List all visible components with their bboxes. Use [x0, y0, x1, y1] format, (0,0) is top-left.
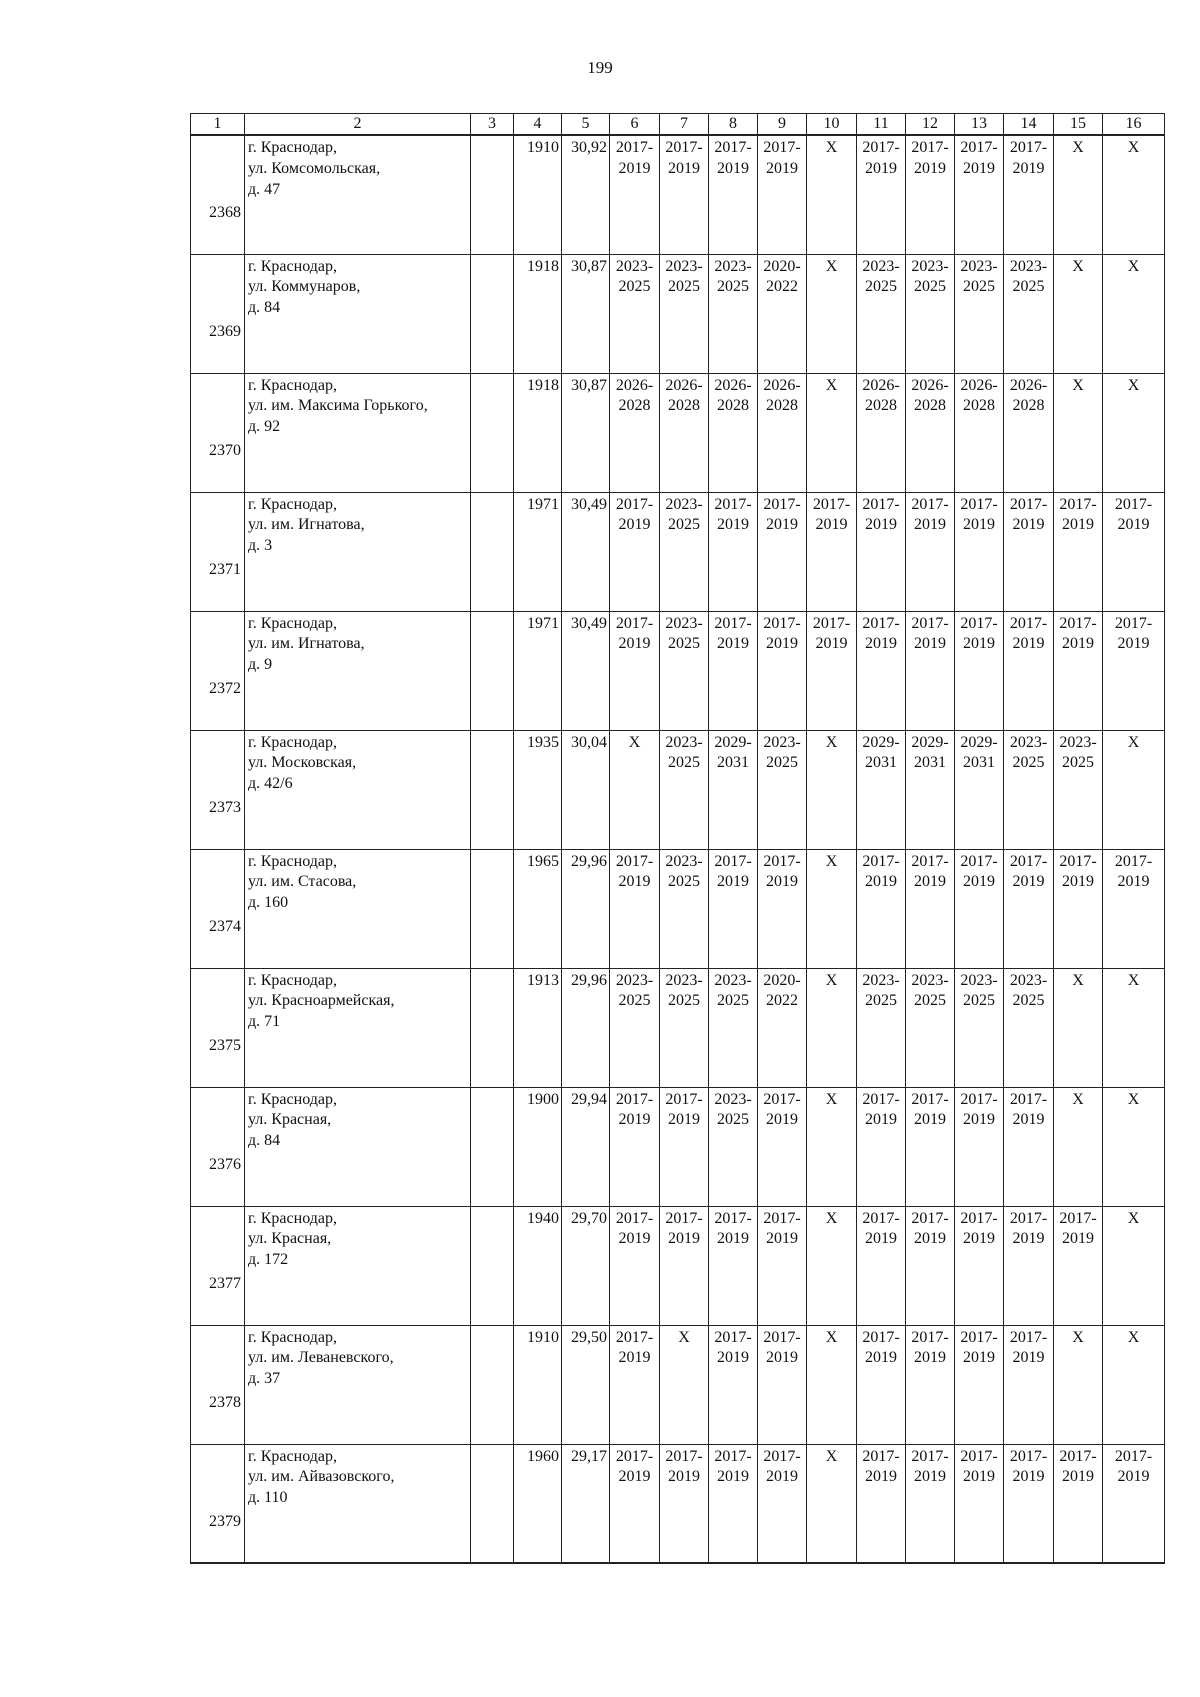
- row-number: 2373: [191, 730, 245, 849]
- period-cell: 2017- 2019: [857, 1444, 906, 1563]
- period-cell: 2017- 2019: [906, 849, 955, 968]
- address-line: г. Краснодар,: [248, 1090, 337, 1108]
- column-header: 13: [955, 114, 1004, 136]
- column-3-cell: [471, 254, 514, 373]
- period-cell: 2017- 2019: [1004, 492, 1054, 611]
- period-cell: 2023- 2025: [660, 730, 709, 849]
- period-cell: 2017- 2019: [906, 492, 955, 611]
- period-cell: 2017- 2019: [1004, 611, 1054, 730]
- address-line: д. 3: [248, 537, 273, 555]
- column-3-cell: [471, 1325, 514, 1444]
- period-cell: 2020- 2022: [758, 968, 807, 1087]
- period-cell: 2017- 2019: [1004, 135, 1054, 254]
- column-header: 2: [245, 114, 471, 136]
- table-row: [191, 1325, 1165, 1444]
- address-cell: [245, 611, 471, 730]
- area-cell: 30,87: [562, 254, 610, 373]
- period-cell: 2023- 2025: [1054, 730, 1103, 849]
- address-line: г. Краснодар,: [248, 257, 337, 275]
- period-cell: 2023- 2025: [1004, 968, 1054, 1087]
- address-cell: [245, 849, 471, 968]
- period-cell: 2017- 2019: [857, 849, 906, 968]
- period-cell: 2026- 2028: [709, 373, 758, 492]
- row-number: 2378: [191, 1325, 245, 1444]
- address-line: д. 84: [248, 299, 281, 317]
- year-cell: 1910: [514, 1325, 562, 1444]
- period-cell: 2023- 2025: [1004, 254, 1054, 373]
- address-line: г. Краснодар,: [248, 971, 337, 989]
- address-cell: [245, 135, 471, 254]
- period-cell: 2017- 2019: [610, 1325, 660, 1444]
- table-body: [191, 135, 1165, 1563]
- area-cell: 30,87: [562, 373, 610, 492]
- year-cell: 1971: [514, 492, 562, 611]
- period-cell: X: [1103, 1325, 1165, 1444]
- period-cell: 2017- 2019: [1054, 492, 1103, 611]
- period-cell: 2017- 2019: [1103, 492, 1165, 611]
- address-cell: [245, 730, 471, 849]
- column-header: 9: [758, 114, 807, 136]
- period-cell: 2017- 2019: [906, 1206, 955, 1325]
- period-cell: 2017- 2019: [758, 492, 807, 611]
- header-row: [191, 114, 1165, 136]
- period-cell: 2017- 2019: [906, 611, 955, 730]
- column-header: 5: [562, 114, 610, 136]
- address-line: д. 9: [248, 656, 273, 674]
- address-line: д. 172: [248, 1251, 289, 1269]
- period-cell: 2023- 2025: [906, 968, 955, 1087]
- page-number: 199: [587, 58, 613, 77]
- period-cell: 2017- 2019: [709, 849, 758, 968]
- period-cell: 2017- 2019: [857, 135, 906, 254]
- period-cell: 2017- 2019: [610, 1444, 660, 1563]
- address-line: д. 160: [248, 894, 289, 912]
- period-cell: X: [807, 1087, 857, 1206]
- period-cell: 2017- 2019: [1103, 1444, 1165, 1563]
- area-cell: 30,49: [562, 611, 610, 730]
- address-line: д. 47: [248, 180, 281, 198]
- column-header: 3: [471, 114, 514, 136]
- period-cell: 2017- 2019: [906, 1087, 955, 1206]
- period-cell: 2017- 2019: [1054, 849, 1103, 968]
- period-cell: 2017- 2019: [857, 611, 906, 730]
- address-cell: [245, 968, 471, 1087]
- period-cell: 2020- 2022: [758, 254, 807, 373]
- column-header: 6: [610, 114, 660, 136]
- period-cell: 2029- 2031: [955, 730, 1004, 849]
- period-cell: 2026- 2028: [906, 373, 955, 492]
- period-cell: 2017- 2019: [955, 849, 1004, 968]
- period-cell: X: [1054, 135, 1103, 254]
- period-cell: 2026- 2028: [857, 373, 906, 492]
- period-cell: X: [1054, 1087, 1103, 1206]
- row-number: 2377: [191, 1206, 245, 1325]
- period-cell: 2017- 2019: [1103, 849, 1165, 968]
- area-cell: 29,70: [562, 1206, 610, 1325]
- row-number: 2370: [191, 373, 245, 492]
- period-cell: 2017- 2019: [1103, 611, 1165, 730]
- period-cell: 2017- 2019: [1004, 849, 1054, 968]
- period-cell: X: [807, 1444, 857, 1563]
- period-cell: 2017- 2019: [1004, 1325, 1054, 1444]
- period-cell: X: [1054, 1325, 1103, 1444]
- address-line: д. 110: [248, 1489, 288, 1507]
- period-cell: X: [807, 730, 857, 849]
- table-header: [191, 114, 1165, 136]
- period-cell: 2017- 2019: [955, 611, 1004, 730]
- period-cell: 2023- 2025: [610, 254, 660, 373]
- address-line: д. 71: [248, 1013, 281, 1031]
- address-cell: [245, 1087, 471, 1206]
- table-row: [191, 968, 1165, 1087]
- address-line: ул. Коммунаров,: [248, 278, 361, 296]
- address-cell: [245, 1444, 471, 1563]
- period-cell: 2017- 2019: [709, 135, 758, 254]
- period-cell: 2017- 2019: [807, 492, 857, 611]
- period-cell: X: [610, 730, 660, 849]
- period-cell: 2017- 2019: [857, 492, 906, 611]
- area-cell: 29,96: [562, 849, 610, 968]
- period-cell: 2017- 2019: [610, 849, 660, 968]
- address-line: ул. им. Игнатова,: [248, 635, 365, 653]
- year-cell: 1935: [514, 730, 562, 849]
- period-cell: 2023- 2025: [660, 492, 709, 611]
- period-cell: 2023- 2025: [857, 968, 906, 1087]
- period-cell: X: [660, 1325, 709, 1444]
- table-row: [191, 135, 1165, 254]
- year-cell: 1900: [514, 1087, 562, 1206]
- period-cell: 2029- 2031: [906, 730, 955, 849]
- period-cell: 2017- 2019: [610, 1087, 660, 1206]
- period-cell: 2017- 2019: [857, 1325, 906, 1444]
- period-cell: 2017- 2019: [610, 492, 660, 611]
- period-cell: 2026- 2028: [1004, 373, 1054, 492]
- period-cell: 2023- 2025: [660, 849, 709, 968]
- table-row: [191, 373, 1165, 492]
- column-header: 12: [906, 114, 955, 136]
- period-cell: 2017- 2019: [955, 1206, 1004, 1325]
- period-cell: 2017- 2019: [955, 492, 1004, 611]
- period-cell: 2017- 2019: [906, 1444, 955, 1563]
- period-cell: 2017- 2019: [1004, 1206, 1054, 1325]
- column-3-cell: [471, 1087, 514, 1206]
- period-cell: 2023- 2025: [906, 254, 955, 373]
- column-header: 14: [1004, 114, 1054, 136]
- period-cell: 2029- 2031: [857, 730, 906, 849]
- address-line: ул. Красная,: [248, 1111, 332, 1129]
- period-cell: X: [1103, 135, 1165, 254]
- year-cell: 1913: [514, 968, 562, 1087]
- period-cell: 2017- 2019: [709, 1206, 758, 1325]
- year-cell: 1940: [514, 1206, 562, 1325]
- address-line: ул. им. Максима Горького,: [248, 397, 428, 415]
- period-cell: X: [807, 968, 857, 1087]
- period-cell: 2017- 2019: [709, 492, 758, 611]
- address-line: г. Краснодар,: [248, 733, 337, 751]
- year-cell: 1960: [514, 1444, 562, 1563]
- address-line: ул. Московская,: [248, 754, 357, 772]
- period-cell: 2017- 2019: [660, 1444, 709, 1563]
- period-cell: 2017- 2019: [758, 1206, 807, 1325]
- period-cell: 2023- 2025: [660, 968, 709, 1087]
- period-cell: 2017- 2019: [906, 135, 955, 254]
- column-3-cell: [471, 730, 514, 849]
- period-cell: X: [807, 849, 857, 968]
- period-cell: X: [807, 373, 857, 492]
- address-line: ул. Красноармейская,: [248, 992, 395, 1010]
- address-line: д. 37: [248, 1370, 281, 1388]
- period-cell: 2017- 2019: [807, 611, 857, 730]
- period-cell: X: [1054, 254, 1103, 373]
- column-header: 11: [857, 114, 906, 136]
- table-row: [191, 492, 1165, 611]
- period-cell: 2017- 2019: [758, 611, 807, 730]
- column-3-cell: [471, 849, 514, 968]
- area-cell: 29,94: [562, 1087, 610, 1206]
- registry-table: [190, 113, 1165, 1564]
- period-cell: 2017- 2019: [660, 135, 709, 254]
- row-number: 2369: [191, 254, 245, 373]
- table-row: [191, 1087, 1165, 1206]
- period-cell: 2026- 2028: [660, 373, 709, 492]
- period-cell: 2023- 2025: [955, 968, 1004, 1087]
- table-row: [191, 254, 1165, 373]
- period-cell: 2017- 2019: [709, 611, 758, 730]
- row-number: 2374: [191, 849, 245, 968]
- address-cell: [245, 254, 471, 373]
- period-cell: 2017- 2019: [955, 1087, 1004, 1206]
- address-line: г. Краснодар,: [248, 1328, 337, 1346]
- period-cell: 2023- 2025: [709, 1087, 758, 1206]
- address-line: г. Краснодар,: [248, 376, 337, 394]
- period-cell: 2017- 2019: [1054, 611, 1103, 730]
- row-number: 2368: [191, 135, 245, 254]
- period-cell: 2017- 2019: [610, 1206, 660, 1325]
- column-3-cell: [471, 611, 514, 730]
- period-cell: X: [1054, 373, 1103, 492]
- period-cell: 2023- 2025: [660, 611, 709, 730]
- address-line: г. Краснодар,: [248, 614, 337, 632]
- column-header: 15: [1054, 114, 1103, 136]
- address-line: г. Краснодар,: [248, 1447, 337, 1465]
- column-3-cell: [471, 1206, 514, 1325]
- area-cell: 30,92: [562, 135, 610, 254]
- period-cell: 2017- 2019: [1054, 1444, 1103, 1563]
- row-number: 2379: [191, 1444, 245, 1563]
- column-header: 16: [1103, 114, 1165, 136]
- period-cell: 2017- 2019: [709, 1325, 758, 1444]
- period-cell: 2017- 2019: [955, 135, 1004, 254]
- period-cell: 2017- 2019: [758, 849, 807, 968]
- address-cell: [245, 1206, 471, 1325]
- address-cell: [245, 373, 471, 492]
- period-cell: 2017- 2019: [1004, 1444, 1054, 1563]
- table-row: [191, 611, 1165, 730]
- column-header: 8: [709, 114, 758, 136]
- period-cell: 2023- 2025: [660, 254, 709, 373]
- period-cell: X: [1103, 1087, 1165, 1206]
- period-cell: X: [1103, 1206, 1165, 1325]
- address-line: ул. им. Леваневского,: [248, 1349, 394, 1367]
- address-line: г. Краснодар,: [248, 139, 337, 156]
- table-row: [191, 849, 1165, 968]
- row-number: 2372: [191, 611, 245, 730]
- period-cell: 2026- 2028: [610, 373, 660, 492]
- address-line: д. 84: [248, 1132, 281, 1150]
- period-cell: 2017- 2019: [758, 1087, 807, 1206]
- period-cell: 2017- 2019: [1004, 1087, 1054, 1206]
- address-line: ул. Комсомольская,: [248, 159, 381, 177]
- period-cell: 2029- 2031: [709, 730, 758, 849]
- address-line: ул. им. Стасова,: [248, 873, 357, 891]
- period-cell: 2023- 2025: [709, 968, 758, 1087]
- row-number: 2376: [191, 1087, 245, 1206]
- area-cell: 30,49: [562, 492, 610, 611]
- column-3-cell: [471, 135, 514, 254]
- period-cell: X: [1103, 730, 1165, 849]
- address-line: г. Краснодар,: [248, 852, 337, 870]
- year-cell: 1910: [514, 135, 562, 254]
- area-cell: 30,04: [562, 730, 610, 849]
- column-3-cell: [471, 968, 514, 1087]
- column-3-cell: [471, 373, 514, 492]
- area-cell: 29,17: [562, 1444, 610, 1563]
- address-line: г. Краснодар,: [248, 495, 337, 513]
- period-cell: 2017- 2019: [660, 1087, 709, 1206]
- period-cell: 2026- 2028: [758, 373, 807, 492]
- year-cell: 1918: [514, 373, 562, 492]
- period-cell: 2017- 2019: [758, 135, 807, 254]
- table-row: [191, 1206, 1165, 1325]
- period-cell: X: [1103, 373, 1165, 492]
- address-line: ул. им. Игнатова,: [248, 516, 365, 534]
- period-cell: 2023- 2025: [1004, 730, 1054, 849]
- year-cell: 1965: [514, 849, 562, 968]
- period-cell: 2017- 2019: [610, 135, 660, 254]
- period-cell: 2023- 2025: [610, 968, 660, 1087]
- period-cell: 2017- 2019: [709, 1444, 758, 1563]
- area-cell: 29,96: [562, 968, 610, 1087]
- period-cell: 2017- 2019: [857, 1206, 906, 1325]
- period-cell: X: [807, 1325, 857, 1444]
- column-header: 7: [660, 114, 709, 136]
- column-header: 1: [191, 114, 245, 136]
- column-3-cell: [471, 492, 514, 611]
- address-line: г. Краснодар,: [248, 1209, 337, 1227]
- period-cell: 2017- 2019: [758, 1444, 807, 1563]
- period-cell: X: [807, 135, 857, 254]
- address-line: ул. им. Айвазовского,: [248, 1468, 395, 1486]
- period-cell: 2026- 2028: [955, 373, 1004, 492]
- area-cell: 29,50: [562, 1325, 610, 1444]
- period-cell: 2017- 2019: [610, 611, 660, 730]
- period-cell: X: [1054, 968, 1103, 1087]
- column-header: 4: [514, 114, 562, 136]
- period-cell: X: [807, 254, 857, 373]
- address-cell: [245, 492, 471, 611]
- address-line: д. 42/6: [248, 775, 293, 793]
- period-cell: 2023- 2025: [857, 254, 906, 373]
- period-cell: 2017- 2019: [758, 1325, 807, 1444]
- period-cell: 2017- 2019: [660, 1206, 709, 1325]
- row-number: 2371: [191, 492, 245, 611]
- table-row: [191, 730, 1165, 849]
- period-cell: 2017- 2019: [955, 1325, 1004, 1444]
- address-line: д. 92: [248, 418, 281, 436]
- period-cell: X: [807, 1206, 857, 1325]
- year-cell: 1918: [514, 254, 562, 373]
- address-cell: [245, 1325, 471, 1444]
- address-line: ул. Красная,: [248, 1230, 332, 1248]
- period-cell: 2017- 2019: [857, 1087, 906, 1206]
- column-header: 10: [807, 114, 857, 136]
- period-cell: 2023- 2025: [709, 254, 758, 373]
- year-cell: 1971: [514, 611, 562, 730]
- period-cell: 2017- 2019: [906, 1325, 955, 1444]
- period-cell: 2017- 2019: [1054, 1206, 1103, 1325]
- period-cell: 2017- 2019: [955, 1444, 1004, 1563]
- period-cell: X: [1103, 254, 1165, 373]
- period-cell: 2023- 2025: [758, 730, 807, 849]
- table-row: [191, 1444, 1165, 1563]
- period-cell: 2023- 2025: [955, 254, 1004, 373]
- period-cell: X: [1103, 968, 1165, 1087]
- column-3-cell: [471, 1444, 514, 1563]
- row-number: 2375: [191, 968, 245, 1087]
